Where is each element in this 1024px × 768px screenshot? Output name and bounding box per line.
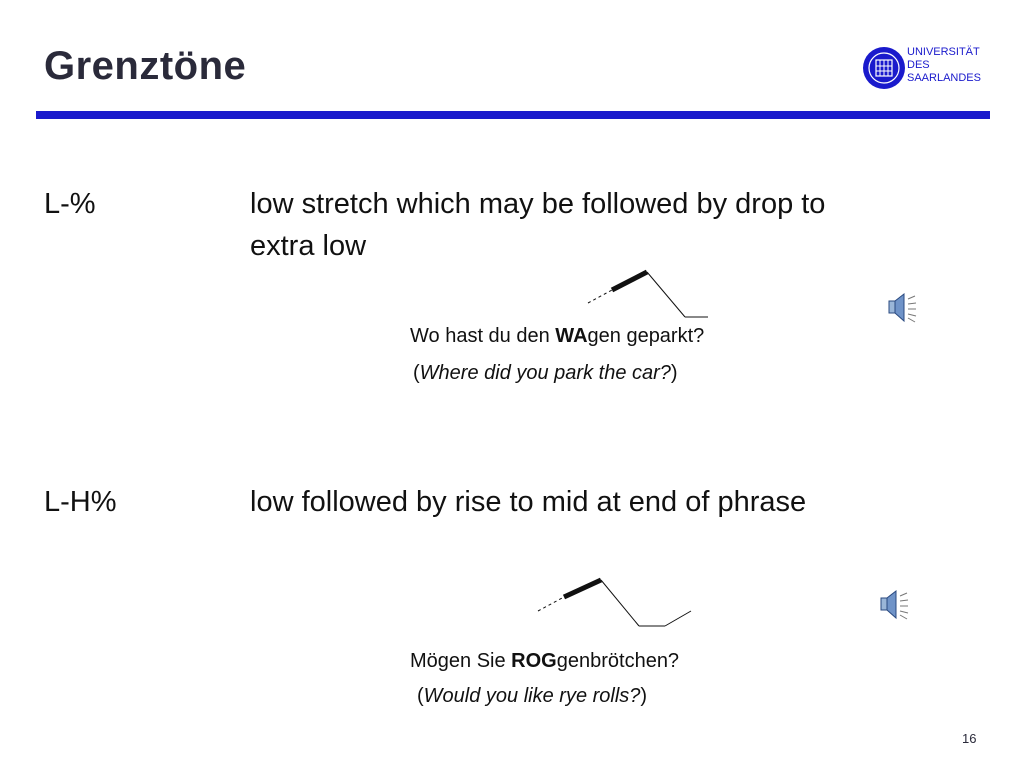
example-translation	[413, 362, 678, 385]
university-logo	[862, 44, 992, 94]
logo-line-3: SAARLANDES	[907, 72, 981, 84]
slide-title: Grenztöne	[44, 44, 247, 88]
tone-description: low followed by rise to mid at end of phrase	[250, 486, 807, 518]
pitch-contour-diagram	[585, 265, 715, 325]
university-seal-icon	[862, 46, 906, 90]
example-translation	[417, 685, 647, 708]
translation-text: Would you like rye rolls?	[423, 685, 641, 707]
example-accented-syllable: WA	[555, 325, 588, 347]
tone-description: low stretch which may be followed by drop to extra low	[250, 188, 826, 262]
title-divider	[36, 111, 990, 119]
logo-line-1: UNIVERSITÄT	[907, 46, 980, 58]
example-text-end: gen geparkt?	[587, 325, 705, 347]
translation-text: Where did you park the car?	[419, 362, 671, 384]
example-text: Mögen Sie	[410, 650, 512, 672]
example-text: Wo hast du den	[410, 325, 556, 347]
tone-term: L-%	[44, 188, 96, 220]
translation-close-paren: )	[670, 362, 678, 384]
example-sentence	[410, 325, 704, 348]
translation-close-paren: )	[640, 685, 648, 707]
translation-open-paren: (	[413, 362, 420, 384]
translation-open-paren: (	[417, 685, 424, 707]
example-accented-syllable: ROG	[511, 650, 557, 672]
logo-line-2: DES	[907, 59, 930, 71]
example-text-end: genbrötchen?	[556, 650, 680, 672]
university-name	[907, 46, 981, 85]
example-sentence	[410, 650, 679, 673]
pitch-contour-diagram	[535, 573, 695, 633]
tone-term: L-H%	[44, 486, 117, 518]
page-number: 16	[962, 731, 977, 746]
speaker-icon[interactable]	[878, 585, 912, 625]
speaker-icon[interactable]	[886, 288, 920, 328]
